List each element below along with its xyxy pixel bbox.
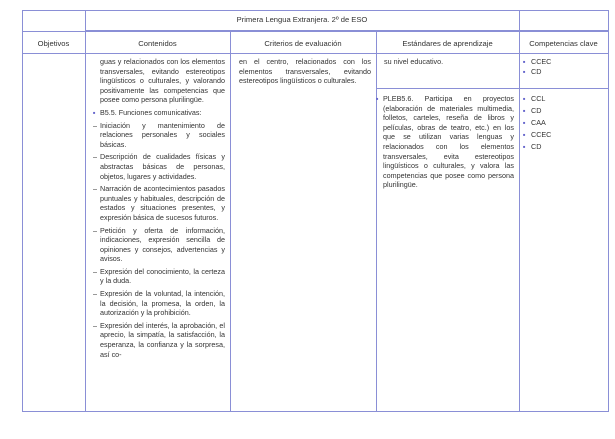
estandares-group-divider <box>376 88 519 89</box>
competencias-group-2 <box>523 94 603 152</box>
contenidos-item: – Iniciación y mantenimiento de relaciones personales y sociales básicas. <box>93 121 225 150</box>
header-row-bottom <box>22 53 608 54</box>
header-row-top <box>22 31 608 32</box>
table-border-left <box>22 10 23 412</box>
header-competencias: Competencias clave <box>529 39 598 48</box>
contenidos-cell <box>93 57 225 362</box>
table-border-top <box>22 10 608 11</box>
contenidos-b55-heading: ■ B5.5. Funciones comunicativas: <box>93 108 225 118</box>
header-objetivos: Objetivos <box>37 39 70 48</box>
competencia-badge: ■ CD <box>523 106 603 116</box>
competencias-group-1 <box>523 57 603 77</box>
estandares-first: su nivel educativo. <box>384 57 444 66</box>
table-border-bottom <box>22 411 608 412</box>
competencia-badge: ■ CD <box>523 67 603 77</box>
estandares-cell <box>376 94 514 190</box>
estandares-pleb56: ■ PLEB5.6. Participa en proyectos (elaboración de materiales multimedia, folletos, carteles, reseña de libros y películas, obras de teatro, etc.) en los que se utilizan varias lenguas y relacionados con los elementos transversales, evita estereotipos lingüísticos o culturales, y valora las competencias que posee como persona plurilingüe. <box>376 94 514 190</box>
header-criterios: Criterios de evaluación <box>264 39 342 48</box>
competencias-group-divider <box>519 88 608 89</box>
criterios-cell: en el centro, relacionados con los elementos transversales, evitando estereotipos lingüísticos o culturales. <box>239 57 371 86</box>
table-title: Primera Lengua Extranjera. 2º de ESO <box>236 15 368 24</box>
competencia-badge: ■ CD <box>523 142 603 152</box>
header-contenidos: Contenidos <box>138 39 177 48</box>
col-divider-estandares <box>519 10 520 412</box>
contenidos-item: – Expresión del conocimiento, la certeza y la duda. <box>93 267 225 286</box>
col-divider-objetivos <box>85 10 86 412</box>
table-border-right <box>608 10 609 412</box>
competencia-badge: ■ CCL <box>523 94 603 104</box>
header-estandares: Estándares de aprendizaje <box>402 39 493 48</box>
contenidos-item: – Petición y oferta de información, indicaciones, expresión sencilla de opiniones y consejos, advertencias y avisos. <box>93 226 225 264</box>
competencia-badge: ■ CAA <box>523 118 603 128</box>
contenidos-item: – Descripción de cualidades físicas y abstractas básicas de personas, objetos, lugares y actividades. <box>93 152 225 181</box>
col-divider-criterios <box>376 31 377 412</box>
competencia-badge: ■ CCEC <box>523 57 603 67</box>
col-divider-contenidos <box>230 31 231 412</box>
contenidos-item: – Expresión de la voluntad, la intención, la decisión, la promesa, la orden, la autorización y la prohibición. <box>93 289 225 318</box>
competencia-badge: ■ CCEC <box>523 130 603 140</box>
contenidos-item: – Expresión del interés, la aprobación, el aprecio, la simpatía, la satisfacción, la esperanza, la confianza y la sorpresa, así co- <box>93 321 225 359</box>
contenidos-item: – Narración de acontecimientos pasados puntuales y habituales, descripción de estados y situaciones presentes, y expresión básica de sucesos futuros. <box>93 184 225 222</box>
contenidos-intro: guas y relacionados con los elementos transversales, evitando estereotipos lingüísticos o culturales, y valorando positivamente las competencias que posee como persona plurilingüe. <box>100 57 225 105</box>
